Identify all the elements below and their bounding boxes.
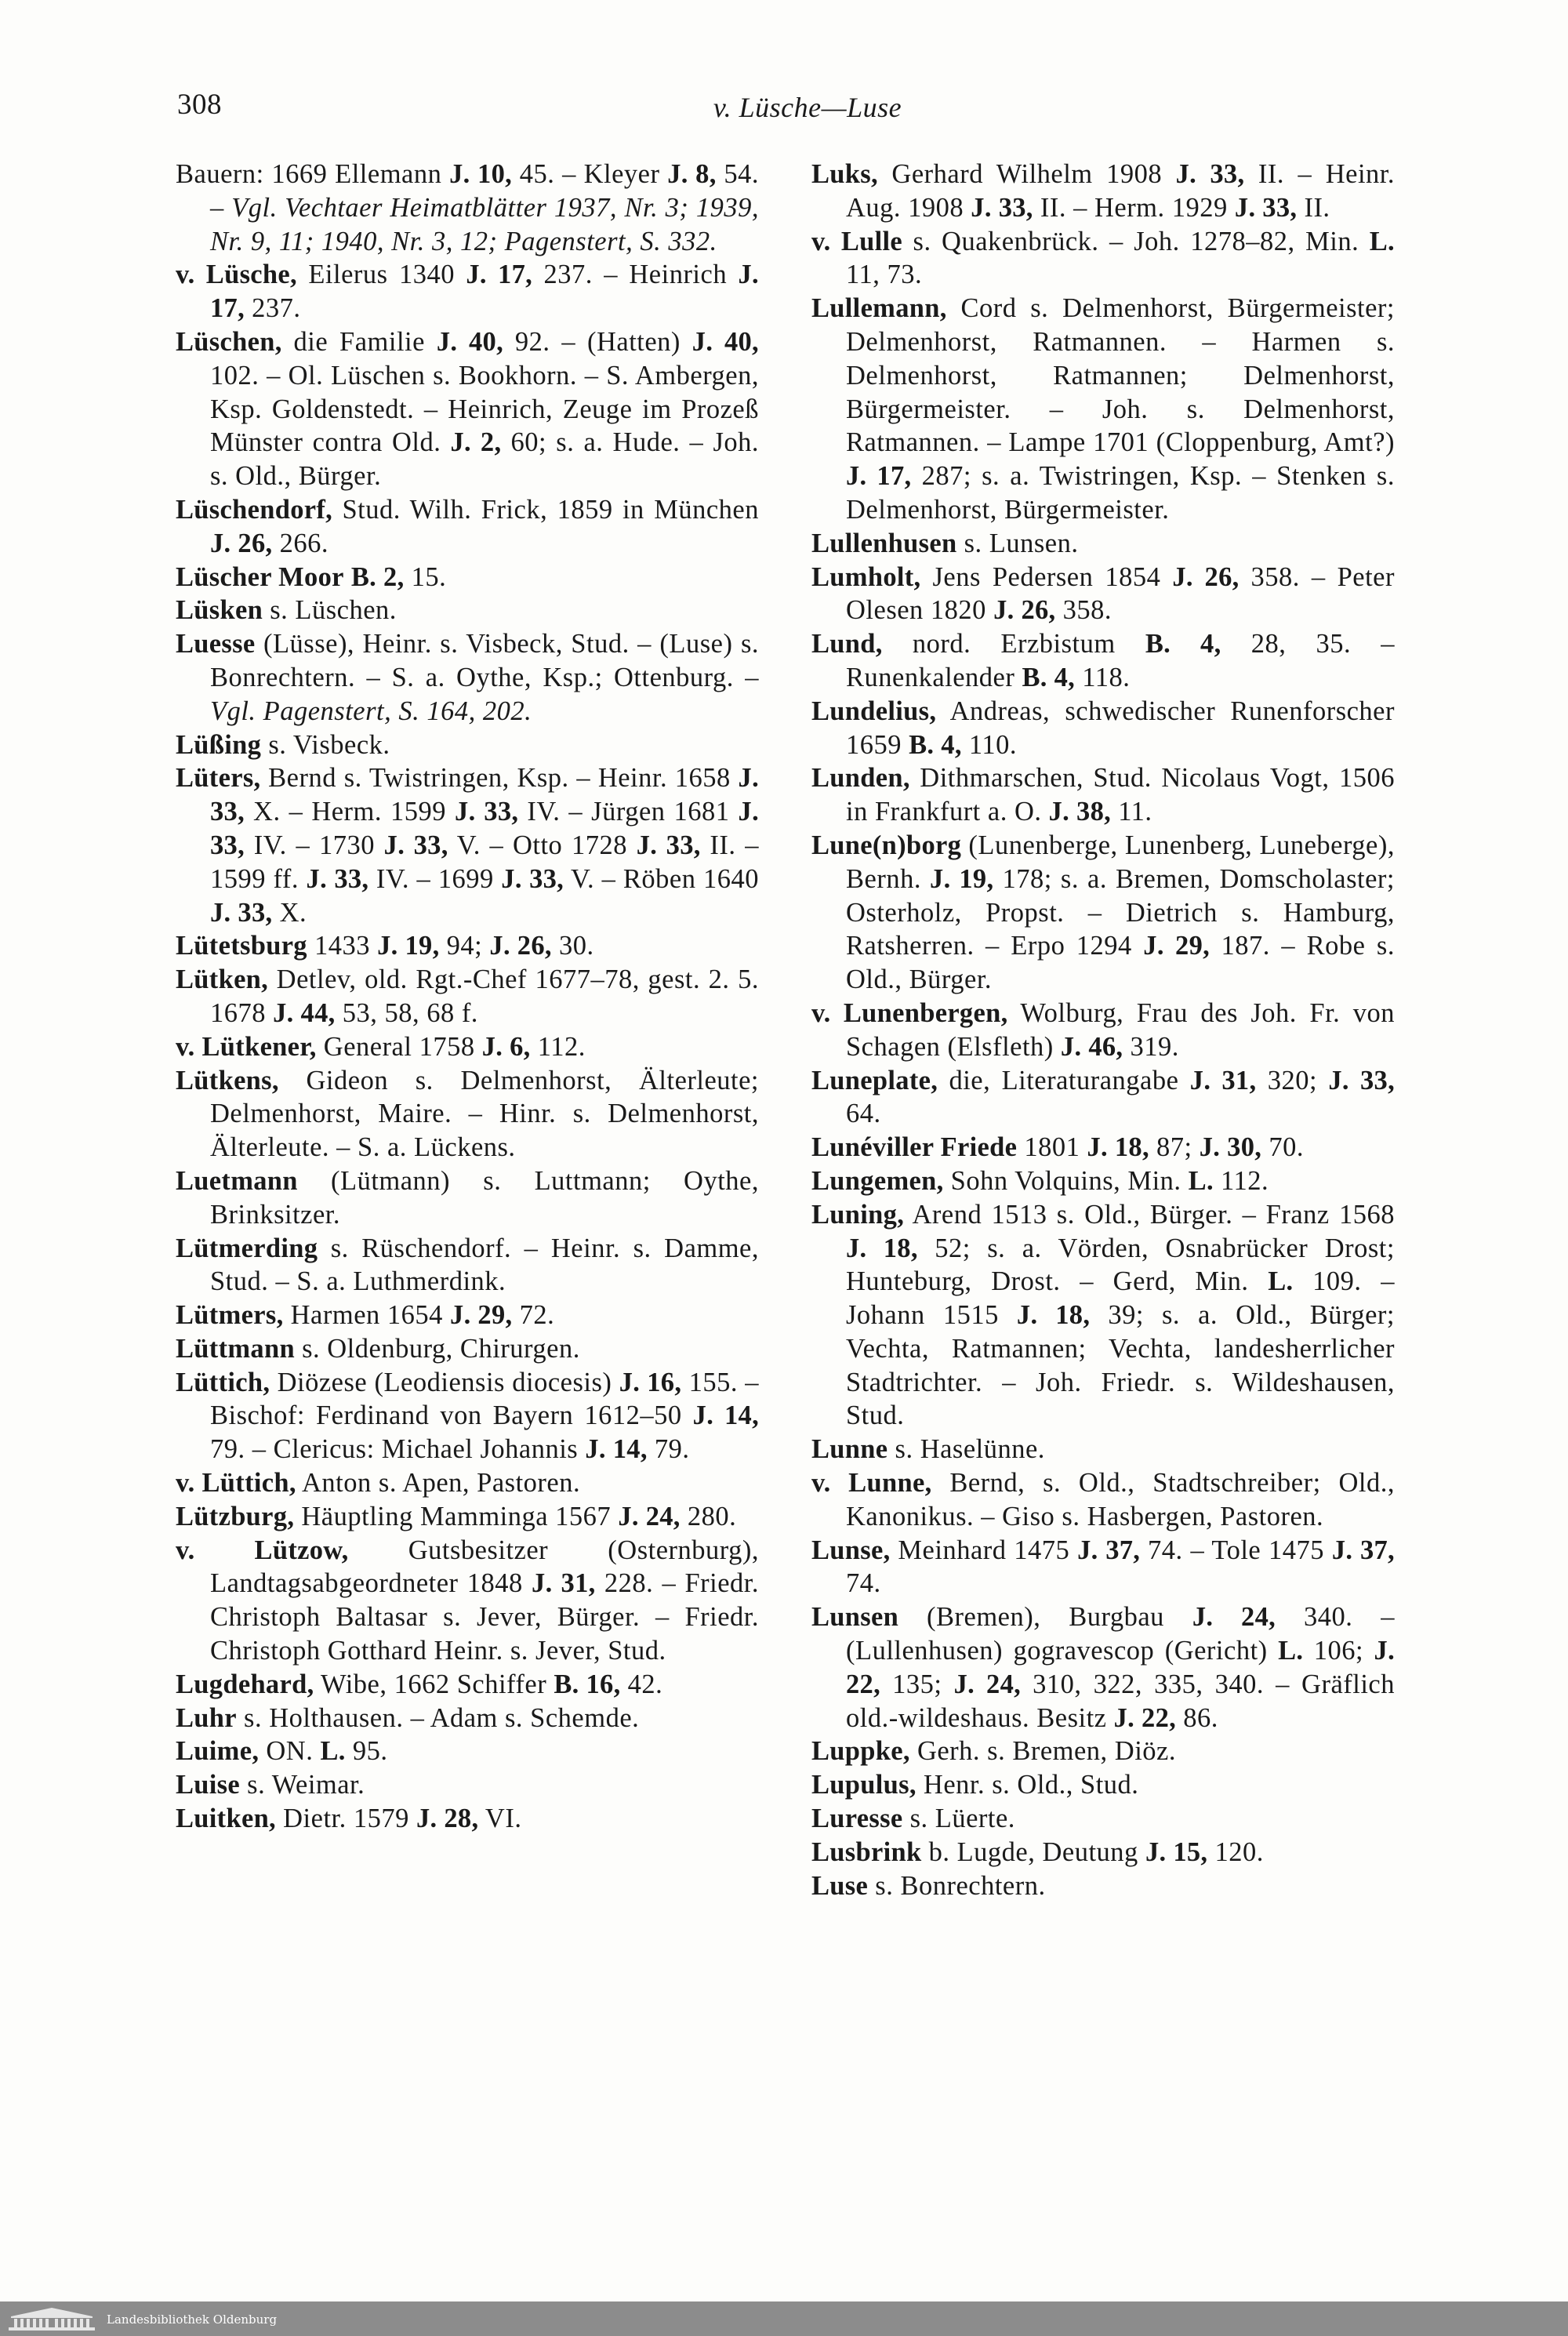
index-entry: [176, 258, 759, 325]
entry-text: 266.: [272, 528, 328, 558]
entry-bold-text: J. 18,: [1087, 1132, 1149, 1163]
entry-bold-text: Lützburg,: [176, 1501, 295, 1531]
index-entry: [811, 1131, 1395, 1164]
entry-text: 237. – Heinrich: [532, 260, 739, 290]
entry-text: 60; s. a. Hude. – Joh. s. Old., Bürger.: [210, 427, 759, 492]
entry-bold-text: B. 4,: [1145, 629, 1221, 659]
entry-bold-text: v. Lüttich,: [176, 1468, 296, 1499]
entry-text: 87;: [1149, 1132, 1200, 1163]
entry-text: 187. – Robe s. Old., Bürger.: [846, 931, 1395, 995]
entry-bold-text: v. Lüsche,: [176, 260, 297, 290]
entry-bold-text: J. 6,: [481, 1031, 531, 1062]
entry-text: Eilerus 1340: [296, 260, 466, 290]
entry-text: s. Visbeck.: [261, 729, 390, 760]
index-entry: [176, 1735, 759, 1768]
index-entry: [811, 1534, 1395, 1601]
index-entry: [811, 1600, 1395, 1735]
index-entry: [176, 1064, 759, 1164]
entry-bold-text: J. 33,: [1328, 1065, 1395, 1095]
index-entry: [176, 627, 759, 728]
entry-text: Gerhard Wilhelm 1908: [877, 159, 1176, 189]
entry-text: IV. – 1699: [368, 863, 502, 894]
entry-bold-text: Lunéviller Friede: [811, 1132, 1018, 1163]
entry-bold-text: Lungemen,: [811, 1165, 944, 1196]
entry-bold-text: Lüttmann: [176, 1333, 295, 1364]
entry-bold-text: L.: [1369, 226, 1395, 256]
entry-text: 280.: [680, 1501, 737, 1531]
entry-bold-text: J. 10,: [449, 159, 513, 189]
entry-bold-text: Luetmann: [176, 1165, 298, 1196]
entry-bold-text: Lunden,: [811, 763, 910, 794]
entry-text: 64.: [846, 1099, 881, 1129]
index-entry: [811, 627, 1395, 695]
entry-bold-text: J. 29,: [450, 1300, 513, 1331]
entry-text: V. – Otto 1728: [448, 830, 637, 860]
entry-bold-text: J. 31,: [1189, 1065, 1257, 1095]
entry-bold-text: B. 2,: [350, 561, 405, 592]
entry-bold-text: Luitken,: [176, 1804, 276, 1834]
entry-bold-text: J. 26,: [1172, 561, 1240, 592]
index-entry: [176, 1534, 759, 1668]
index-column-right: [811, 158, 1395, 1902]
entry-text: Dietr. 1579: [276, 1804, 416, 1834]
entry-bold-text: Lütetsburg: [176, 931, 307, 961]
entry-bold-text: J. 40,: [691, 326, 759, 357]
entry-text: II. – Herm. 1929: [1033, 192, 1235, 223]
footer-library-name: Landesbibliothek Oldenburg: [107, 2312, 278, 2327]
entry-text: Gideon s. Delmenhorst, Älterleute; Delmenhorst, Maire. – Hinr. s. Delmenhorst, Älterleute. – S. a. Lückens.: [210, 1065, 759, 1163]
entry-bold-text: Lune(n)borg: [811, 830, 962, 860]
index-entry: [176, 1802, 759, 1836]
entry-text: 30.: [551, 931, 594, 961]
entry-bold-text: Lütken,: [176, 965, 269, 995]
index-entry: [811, 997, 1395, 1064]
entry-bold-text: Luime,: [176, 1736, 260, 1767]
entry-bold-text: J. 33,: [306, 863, 369, 894]
entry-bold-text: J. 31,: [532, 1568, 596, 1599]
entry-bold-text: J. 26,: [993, 595, 1056, 626]
index-entry: [176, 1332, 759, 1366]
entry-bold-text: Luise: [176, 1770, 241, 1800]
entry-text: 110.: [961, 729, 1017, 760]
entry-bold-text: J. 30,: [1199, 1132, 1262, 1163]
entry-bold-text: J. 24,: [1192, 1602, 1276, 1633]
entry-text: s. Quakenbrück. – Joh. 1278–82, Min.: [902, 226, 1370, 256]
entry-bold-text: J. 8,: [667, 159, 717, 189]
index-entry: [811, 1466, 1395, 1534]
entry-text: 42.: [620, 1669, 663, 1699]
entry-bold-text: B. 4,: [1022, 662, 1076, 692]
entry-text: Bernd, s. Old., Stadtschreiber; Old., Kanonikus. – Giso s. Hasbergen, Pastoren.: [846, 1468, 1395, 1531]
entry-bold-text: Lüters,: [176, 763, 261, 794]
entry-text: Diözese (Leodiensis diocesis): [270, 1367, 619, 1397]
index-entry: [176, 1466, 759, 1500]
entry-bold-text: J. 24,: [618, 1501, 681, 1531]
entry-text: 109. – Johann 1515: [846, 1266, 1395, 1331]
entry-text: s. Weimar.: [240, 1770, 365, 1800]
entry-text: V. – Röben 1640: [564, 863, 759, 894]
index-entry: [176, 158, 759, 258]
entry-bold-text: J. 33,: [636, 830, 701, 860]
index-entry: [176, 1164, 759, 1232]
entry-bold-text: J. 14,: [692, 1401, 760, 1431]
entry-text: 106;: [1303, 1636, 1374, 1666]
index-entry: [176, 561, 759, 594]
entry-text: 118.: [1075, 662, 1131, 692]
entry-bold-text: J. 37,: [1331, 1535, 1395, 1565]
entry-bold-text: Lusbrink: [811, 1836, 922, 1867]
entry-bold-text: J. 26,: [489, 931, 552, 961]
entry-bold-text: Luks,: [811, 159, 878, 189]
page-number: 308: [177, 89, 222, 121]
entry-text: [344, 562, 351, 592]
index-entry: [176, 728, 759, 762]
entry-text: 52; s. a. Vörden, Osnabrücker Drost; Hunteburg, Drost. – Gerd, Min.: [846, 1233, 1395, 1297]
entry-bold-text: J. 33,: [1175, 159, 1245, 189]
index-entry: [176, 1668, 759, 1702]
entry-bold-text: B. 4,: [909, 729, 962, 760]
index-entry: [811, 1869, 1395, 1903]
index-entry: [811, 1198, 1395, 1433]
entry-text: Wolburg, Frau des Joh. Fr. von Schagen (Elsfleth): [846, 997, 1395, 1062]
entry-text: 1801: [1017, 1132, 1087, 1163]
entry-bold-text: J. 22,: [846, 1636, 1395, 1699]
entry-text: s. Lüschen.: [263, 595, 397, 626]
index-entry: [811, 1164, 1395, 1198]
entry-text: 135;: [880, 1669, 954, 1699]
entry-bold-text: J. 18,: [1016, 1300, 1091, 1331]
entry-text: Detlev, old. Rgt.-Chef 1677–78, gest. 2. 5. 1678: [210, 965, 759, 1028]
entry-text: die Familie: [281, 326, 437, 357]
entry-bold-text: J. 33,: [210, 763, 759, 827]
index-entry: [811, 527, 1395, 561]
entry-text: 1433: [307, 931, 378, 961]
entry-text: Häuptling Mamminga 1567: [294, 1501, 619, 1531]
entry-text: Bernd s. Twistringen, Ksp. – Heinr. 1658: [260, 763, 739, 794]
entry-bold-text: J. 33,: [455, 797, 519, 827]
index-entry: [811, 158, 1395, 225]
entry-text: 310, 322, 335, 340. – Gräflich old.-wildeshaus. Besitz: [846, 1669, 1395, 1733]
entry-text: Gerh. s. Bremen, Diöz.: [909, 1736, 1176, 1767]
index-entry: [811, 1836, 1395, 1869]
footer-bar: [0, 2301, 1568, 2336]
entry-text: (Lütmann) s. Luttmann; Oythe, Brinksitzer.: [210, 1165, 759, 1230]
entry-text: 112.: [530, 1031, 586, 1062]
index-entry: [176, 761, 759, 929]
entry-text: 319.: [1123, 1031, 1179, 1062]
entry-bold-text: Lunsen: [811, 1602, 899, 1633]
index-entry: [811, 1768, 1395, 1802]
entry-text: Anton s. Apen, Pastoren.: [296, 1468, 581, 1499]
entry-bold-text: J. 29,: [1143, 931, 1210, 961]
entry-bold-text: Lütmerding: [176, 1233, 318, 1263]
index-entry: [176, 493, 759, 561]
entry-bold-text: J. 33,: [210, 897, 273, 928]
entry-bold-text: J. 15,: [1145, 1836, 1208, 1867]
entry-text: II. – Heinr. Aug. 1908: [846, 159, 1395, 223]
entry-text: Cord s. Delmenhorst, Bürgermeister; Delmenhorst, Ratmannen. – Harmen s. Delmenhorst, Ratmannen; Delmenhorst, Bürgermeister. – Joh. s. Delmenhorst, Ratmannen. – Lampe 1701 (Cloppenburg, Amt?): [846, 293, 1395, 458]
entry-text: 287; s. a. Twistringen, Ksp. – Stenken s. Delmenhorst, Bürgermeister.: [846, 461, 1395, 525]
entry-bold-text: Lütkens,: [176, 1065, 279, 1095]
entry-text: 53, 58, 68 f.: [335, 997, 478, 1028]
entry-text: Meinhard 1475: [890, 1535, 1078, 1565]
entry-bold-text: Lund,: [811, 629, 883, 659]
entry-bold-text: J. 38,: [1048, 797, 1112, 827]
entry-text: 178; s. a. Bremen, Domscholaster; Osterholz, Propst. – Dietrich s. Hamburg, Ratsherren. – Erpo 1294: [846, 863, 1395, 961]
entry-text: Harmen 1654: [283, 1300, 451, 1331]
running-title: v. Lüsche—Luse: [713, 92, 902, 123]
index-entry: [176, 1702, 759, 1735]
index-entry: [811, 829, 1395, 997]
entry-text: 112.: [1213, 1165, 1269, 1196]
entry-bold-text: Luesse: [176, 629, 256, 659]
entry-bold-text: v. Lunenbergen,: [811, 997, 1008, 1028]
entry-bold-text: J. 33,: [210, 797, 760, 860]
entry-text: 228. – Friedr. Christoph Baltasar s. Jever, Bürger. – Friedr. Christoph Gotthard Heinr. s. Jever, Stud.: [210, 1568, 759, 1666]
entry-bold-text: Lunne: [811, 1434, 888, 1465]
entry-bold-text: Lupulus,: [811, 1770, 916, 1800]
entry-text: 74. – Tole 1475: [1140, 1535, 1332, 1565]
entry-text: 95.: [345, 1736, 388, 1767]
entry-bold-text: Luning,: [811, 1199, 905, 1230]
entry-text: s. Oldenburg, Chirurgen.: [294, 1333, 580, 1364]
index-entry: [811, 292, 1395, 527]
index-entry: [811, 1064, 1395, 1132]
entry-bold-text: J. 14,: [585, 1434, 648, 1465]
entry-text: Sohn Volquins, Min.: [943, 1165, 1189, 1196]
entry-bold-text: Lullenhusen: [811, 528, 957, 558]
entry-text: s. Lunsen.: [956, 528, 1079, 558]
entry-text: 54. –: [210, 159, 759, 223]
entry-text: 358.: [1055, 595, 1112, 626]
entry-bold-text: Lüschen,: [176, 326, 282, 357]
entry-text: 340. – (Lullenhusen) gogravescop (Gericht): [846, 1602, 1395, 1666]
entry-bold-text: Luhr: [176, 1702, 237, 1733]
entry-bold-text: J. 17,: [846, 461, 912, 492]
entry-bold-text: J. 24,: [953, 1669, 1022, 1699]
entry-bold-text: J. 46,: [1060, 1031, 1123, 1062]
entry-text: IV. – Jürgen 1681: [518, 797, 739, 827]
entry-bold-text: Lüttich,: [176, 1367, 270, 1397]
index-column-left: [176, 158, 759, 1836]
entry-text: 120.: [1207, 1836, 1264, 1867]
entry-text: Andreas, schwedischer Runenforscher 1659: [846, 696, 1395, 760]
index-entry: [176, 963, 759, 1030]
entry-bold-text: L.: [1268, 1266, 1294, 1297]
entry-text: Gutsbesitzer (Osternburg), Landtagsabgeordneter 1848: [210, 1535, 759, 1599]
index-entry: [176, 929, 759, 963]
entry-bold-text: Luppke,: [811, 1736, 910, 1767]
entry-text: 86.: [1176, 1702, 1218, 1733]
entry-bold-text: Lüschendorf,: [176, 494, 333, 525]
index-entry: [176, 325, 759, 493]
entry-text: 79. – Clericus: Michael Johannis: [210, 1434, 586, 1465]
entry-text: b. Lugde, Deutung: [921, 1836, 1145, 1867]
entry-text: Arend 1513 s. Old., Bürger. – Franz 1568: [904, 1199, 1395, 1230]
entry-text: Wibe, 1662 Schiffer: [314, 1669, 554, 1699]
entry-bold-text: v. Lulle: [811, 226, 903, 256]
entry-bold-text: J. 17,: [210, 260, 759, 324]
index-entry: [176, 1030, 759, 1064]
index-entry: [811, 1802, 1395, 1836]
entry-text: s. Lüerte.: [902, 1804, 1015, 1834]
index-entry: [811, 1735, 1395, 1768]
entry-bold-text: J. 33,: [501, 863, 564, 894]
entry-text: X. – Herm. 1599: [245, 797, 456, 827]
entry-text: 70.: [1261, 1132, 1304, 1163]
entry-text: 11, 73.: [846, 260, 923, 290]
entry-text: Stud. Wilh. Frick, 1859 in München: [332, 494, 759, 525]
entry-bold-text: v. Lützow,: [176, 1535, 349, 1565]
index-entry: [811, 1433, 1395, 1466]
entry-text: s. Holthausen. – Adam s. Schemde.: [236, 1702, 640, 1733]
entry-bold-text: J. 18,: [846, 1233, 918, 1263]
entry-text: IV. – 1730: [245, 830, 384, 860]
entry-text: (Lunenberge, Lunenberg, Luneberge), Bernh.: [846, 830, 1395, 894]
entry-text: 102. – Ol. Lüschen s. Bookhorn. – S. Ambergen, Ksp. Goldenstedt. – Heinrich, Zeuge im Prozeß Münster contra Old.: [210, 360, 759, 458]
entry-bold-text: Lugdehard,: [176, 1669, 314, 1699]
entry-bold-text: Luse: [811, 1870, 869, 1901]
entry-text: 28, 35. – Runenkalender: [846, 629, 1396, 692]
entry-text: nord. Erzbistum: [882, 629, 1145, 659]
entry-bold-text: J. 17,: [466, 260, 533, 290]
entry-bold-text: v. Lunne,: [811, 1468, 932, 1499]
index-entry: [811, 561, 1395, 628]
entry-text: Henr. s. Old., Stud.: [916, 1770, 1139, 1800]
entry-bold-text: J. 28,: [416, 1804, 479, 1834]
entry-bold-text: Lüsken: [176, 595, 263, 626]
entry-text: 39; s. a. Old., Bürger; Vechta, Ratmannen; Vechta, landesherrlicher Stadtrichter. – Joh. Friedr. s. Wildeshausen, Stud.: [846, 1300, 1395, 1431]
entry-bold-text: Lullemann,: [811, 293, 947, 324]
entry-bold-text: B. 16,: [554, 1669, 621, 1699]
entry-italic-text: Vgl. Vechtaer Heimatblätter 1937, Nr. 3; 1939, Nr. 9, 11; 1940, Nr. 3, 12; Pagenstert, S. 332.: [210, 192, 759, 256]
entry-text: s. Haselünne.: [887, 1434, 1045, 1465]
index-entry: [176, 1232, 759, 1299]
entry-text: s. Rüschendorf. – Heinr. s. Damme, Stud. – S. a. Luthmerdink.: [210, 1233, 759, 1297]
index-entry: [176, 1768, 759, 1802]
entry-text: VI.: [478, 1804, 522, 1834]
entry-bold-text: J. 33,: [971, 192, 1033, 223]
entry-italic-text: Vgl. Pagenstert, S. 164, 202.: [210, 696, 532, 726]
entry-text: II. – 1599 ff.: [210, 830, 759, 894]
index-entry: [811, 225, 1395, 292]
entry-bold-text: J. 40,: [436, 326, 503, 357]
entry-bold-text: J. 33,: [383, 830, 448, 860]
entry-bold-text: Lunse,: [811, 1535, 891, 1565]
entry-bold-text: Lumholt,: [811, 561, 921, 592]
index-entry: [176, 1500, 759, 1534]
entry-bold-text: L.: [1278, 1636, 1304, 1666]
entry-bold-text: J. 44,: [273, 997, 336, 1028]
index-entry: [176, 1366, 759, 1466]
entry-text: 94;: [439, 931, 490, 961]
entry-text: (Lüsse), Heinr. s. Visbeck, Stud. – (Luse) s. Bonrechtern. – S. a. Oythe, Ksp.; Ottenburg. –: [210, 629, 759, 692]
entry-bold-text: Lüscher Moor: [176, 561, 344, 592]
entry-bold-text: J. 2,: [450, 427, 502, 458]
entry-text: 92. – (Hatten): [503, 326, 692, 357]
entry-text: 45. – Kleyer: [512, 159, 668, 189]
entry-text: 155. – Bischof: Ferdinand von Bayern 1612–50: [210, 1367, 759, 1431]
entry-text: 237.: [245, 293, 301, 324]
entry-bold-text: J. 37,: [1077, 1535, 1141, 1565]
index-entry: [811, 761, 1395, 829]
entry-bold-text: Luresse: [811, 1804, 903, 1834]
index-entry: [176, 1299, 759, 1332]
entry-text: II.: [1297, 192, 1330, 223]
entry-bold-text: L.: [1188, 1165, 1214, 1196]
index-entry: [176, 594, 759, 627]
entry-bold-text: Lütmers,: [176, 1300, 284, 1331]
entry-text: Bauern: 1669 Ellemann: [176, 159, 450, 189]
entry-text: die, Literaturangabe: [938, 1065, 1190, 1095]
entry-bold-text: Lüßing: [176, 729, 262, 760]
entry-text: 74.: [846, 1568, 881, 1599]
entry-bold-text: J. 26,: [210, 528, 273, 558]
entry-text: X.: [272, 897, 307, 928]
index-entry: [811, 695, 1395, 762]
entry-text: 72.: [512, 1300, 555, 1331]
entry-text: (Bremen), Burgbau: [898, 1602, 1192, 1633]
entry-text: Jens Pedersen 1854: [920, 561, 1173, 592]
entry-text: s. Bonrechtern.: [868, 1870, 1046, 1901]
entry-bold-text: J. 22,: [1113, 1702, 1177, 1733]
entry-bold-text: v. Lütkener,: [176, 1031, 317, 1062]
entry-text: 358. – Peter Olesen 1820: [846, 561, 1395, 626]
entry-bold-text: L.: [320, 1736, 346, 1767]
entry-bold-text: J. 19,: [930, 863, 994, 894]
entry-bold-text: Luneplate,: [811, 1065, 938, 1095]
entry-text: Dithmarschen, Stud. Nicolaus Vogt, 1506 in Frankfurt a. O.: [846, 763, 1395, 827]
library-building-icon: [8, 2306, 96, 2331]
entry-text: ON.: [259, 1736, 321, 1767]
entry-text: 320;: [1256, 1065, 1329, 1095]
entry-text: 11.: [1111, 797, 1152, 827]
entry-bold-text: J. 33,: [1234, 192, 1298, 223]
entry-text: 15.: [404, 561, 447, 592]
entry-text: 79.: [647, 1434, 690, 1465]
entry-bold-text: J. 19,: [377, 931, 440, 961]
entry-bold-text: J. 16,: [619, 1367, 682, 1397]
entry-text: General 1758: [316, 1031, 482, 1062]
entry-bold-text: Lundelius,: [811, 696, 937, 726]
